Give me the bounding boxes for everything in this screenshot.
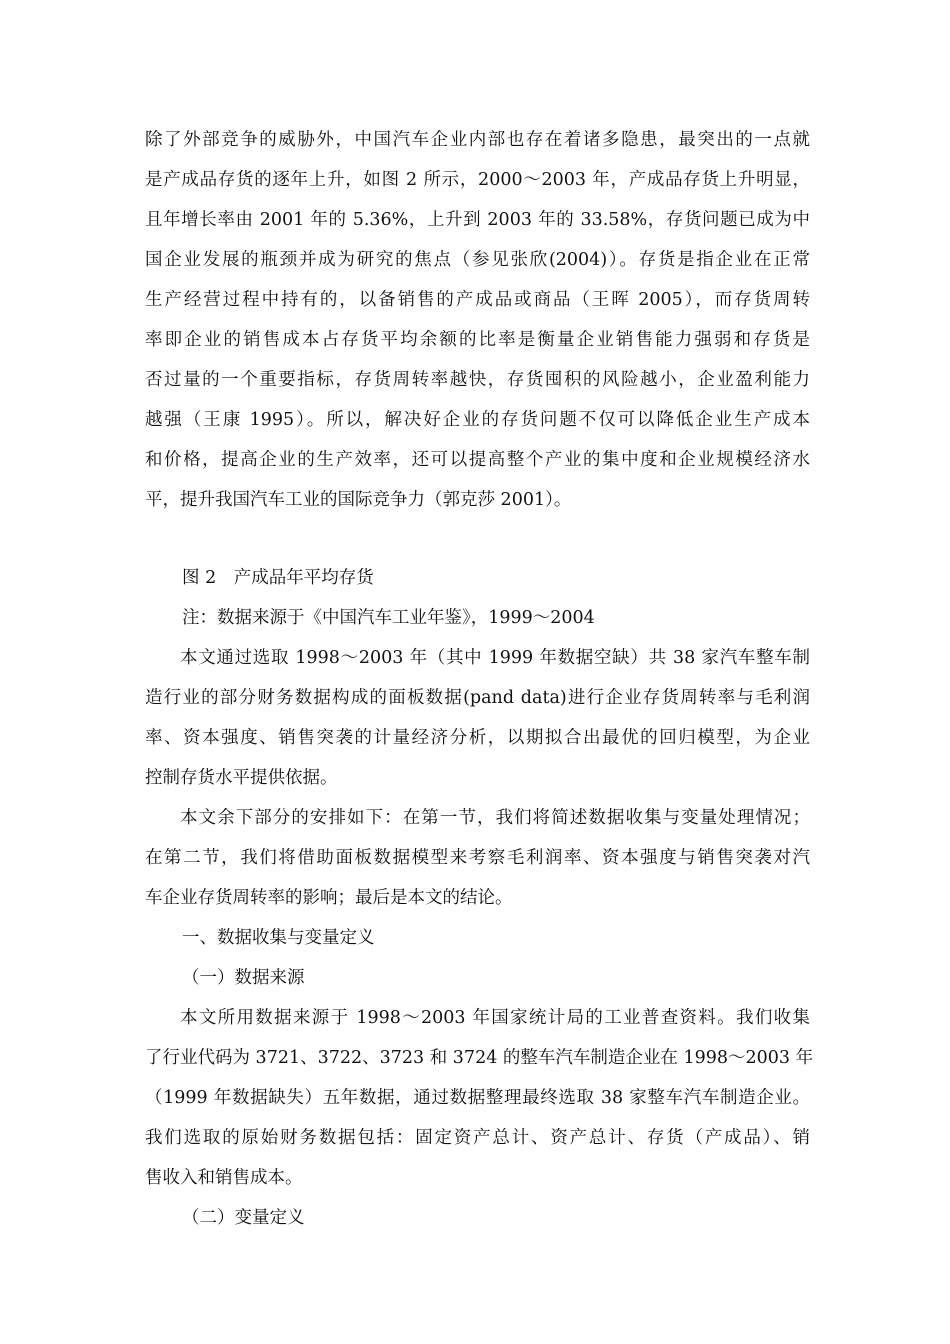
subsection-heading: （一）数据来源 <box>182 968 305 988</box>
paragraph-4-line: 售收入和销售成本。 <box>145 1168 303 1188</box>
paragraph-1-line: 越强（王康 1995）。所以，解决好企业的存货问题不仅可以降低企业生产成本 <box>145 410 810 430</box>
paragraph-4-line: 了行业代码为 3721、3722、3723 和 3724 的整车汽车制造企业在 1998～2003 年 <box>145 1048 814 1068</box>
paragraph-1-line: 国企业发展的瓶颈并成为研究的焦点（参见张欣(2004)）。存货是指企业在正常 <box>145 250 810 270</box>
paragraph-2-line: 造行业的部分财务数据构成的面板数据(pand data)进行企业存货周转率与毛利润 <box>145 688 810 708</box>
paragraph-1-line: 且年增长率由 2001 年的 5.36%，上升到 2003 年的 33.58%，存货问题已成为中 <box>145 210 810 230</box>
paragraph-2-line: 控制存货水平提供依据。 <box>145 768 338 788</box>
paragraph-3-line: 车企业存货周转率的影响；最后是本文的结论。 <box>145 888 513 908</box>
paragraph-2-line: 本文通过选取 1998～2003 年（其中 1999 年数据空缺）共 38 家汽车整车制 <box>180 648 810 668</box>
section-heading: 一、数据收集与变量定义 <box>182 928 375 948</box>
paragraph-4-line: 本文所用数据来源于 1998～2003 年国家统计局的工业普查资料。我们收集 <box>180 1008 810 1028</box>
paragraph-1-line: 生产经营过程中持有的，以备销售的产成品或商品（王晖 2005），而存货周转 <box>145 290 810 310</box>
paragraph-1-line: 率即企业的销售成本占存货平均余额的比率是衡量企业销售能力强弱和存货是 <box>145 330 810 350</box>
paragraph-1-line: 和价格，提高企业的生产效率，还可以提高整个产业的集中度和企业规模经济水 <box>145 450 810 470</box>
paragraph-3-line: 本文余下部分的安排如下：在第一节，我们将简述数据收集与变量处理情况； <box>180 808 810 828</box>
subsection-heading: （二）变量定义 <box>182 1208 305 1228</box>
paragraph-4-line: （1999 年数据缺失）五年数据，通过数据整理最终选取 38 家整车汽车制造企业。 <box>145 1088 810 1108</box>
paragraph-4-line: 我们选取的原始财务数据包括：固定资产总计、资产总计、存货（产成品）、销 <box>145 1128 810 1148</box>
paragraph-3-line: 在第二节，我们将借助面板数据模型来考察毛利润率、资本强度与销售突袭对汽 <box>145 848 810 868</box>
paragraph-1-line: 是产成品存货的逐年上升，如图 2 所示，2000～2003 年，产成品存货上升明显， <box>145 170 810 190</box>
paragraph-1-line: 除了外部竞争的威胁外，中国汽车企业内部也存在着诸多隐患，最突出的一点就 <box>145 130 810 150</box>
paragraph-1-line: 否过量的一个重要指标，存货周转率越快，存货囤积的风险越小，企业盈利能力 <box>145 370 810 390</box>
paragraph-2-line: 率、资本强度、销售突袭的计量经济分析，以期拟合出最优的回归模型，为企业 <box>145 728 810 748</box>
figure-note: 注：数据来源于《中国汽车工业年鉴》，1999～2004 <box>182 608 595 628</box>
figure-caption: 图 2 产成品年平均存货 <box>182 568 374 588</box>
paragraph-1-line: 平，提升我国汽车工业的国际竞争力（郭克莎 2001）。 <box>145 490 572 510</box>
